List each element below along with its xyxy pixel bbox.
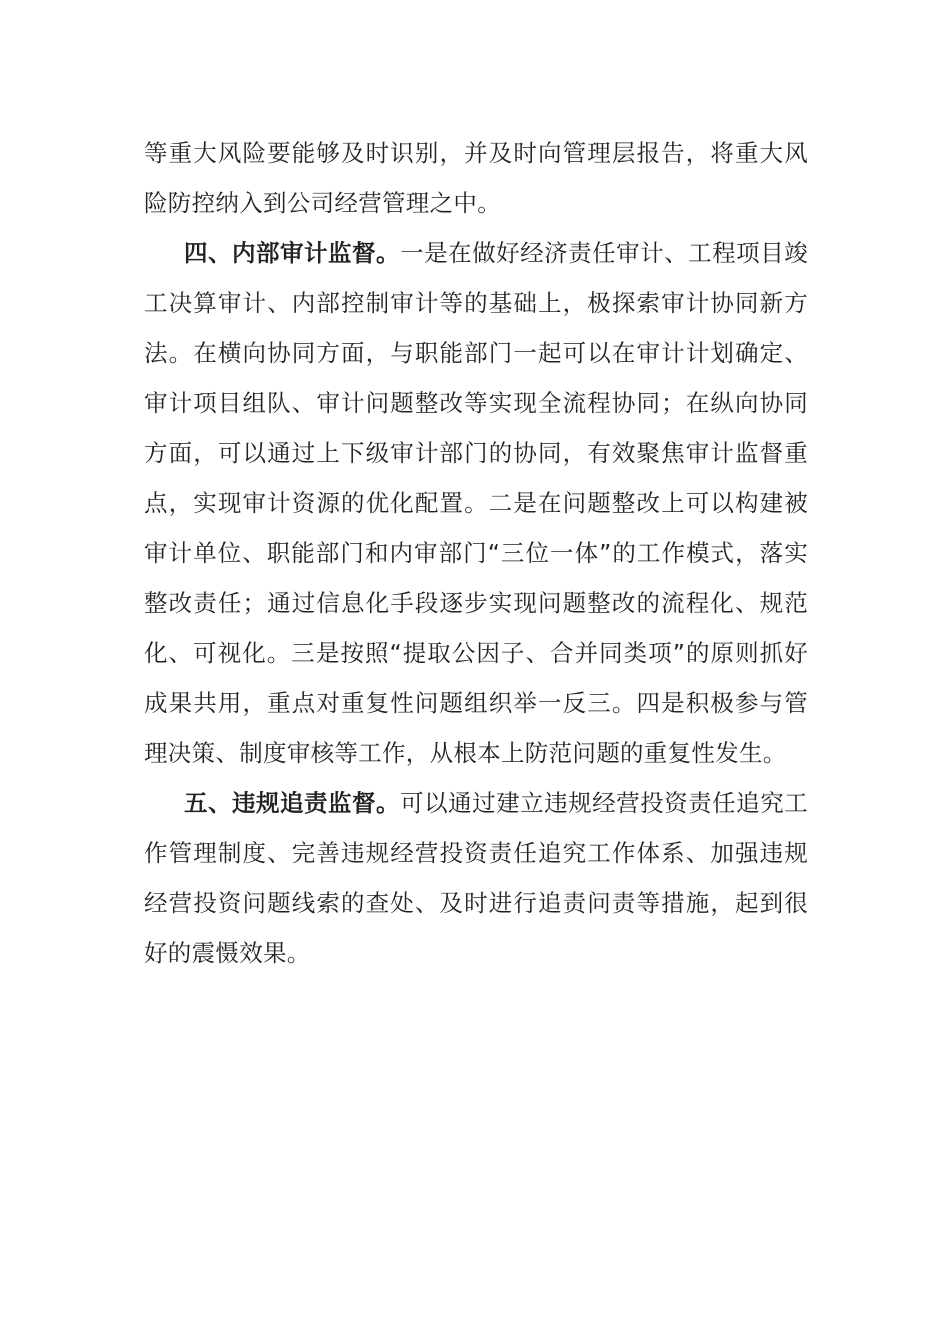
paragraph-body: 等重大风险要能够及时识别，并及时向管理层报告，将重大风险防控纳入到公司经营管理之中。: [144, 139, 808, 217]
section-heading: 五、违规追责监督。: [184, 789, 401, 817]
paragraph-body: 一是在做好经济责任审计、工程项目竣工决算审计、内部控制审计等的基础上，极探索审计协同新方法。在横向协同方面，与职能部门一起可以在审计计划确定、审计项目组队、审计问题整改等实现全流程协同；在纵向协同方面，可以通过上下级审计部门的协同，有效聚焦审计监督重点，实现审计资源的优化配置。二是在问题整改上可以构建被审计单位、职能部门和内审部门“三位一体”的工作模式，落实整改责任；通过信息化手段逐步实现问题整改的流程化、规范化、可视化。三是按照“提取公因子、合并同类项”的原则抓好成果共用，重点对重复性问题组织举一反三。四是积极参与管理决策、制度审核等工作，从根本上防范问题的重复性发生。: [144, 239, 808, 767]
paragraph-internal-audit: [144, 228, 808, 778]
paragraph-continuation: [144, 128, 808, 228]
document-body: [144, 128, 808, 978]
section-heading: 四、内部审计监督。: [184, 239, 401, 267]
paragraph-accountability: [144, 778, 808, 978]
paragraph-body: 可以通过建立违规经营投资责任追究工作管理制度、完善违规经营投资责任追究工作体系、加强违规经营投资问题线索的查处、及时进行追责问责等措施，起到很好的震慑效果。: [144, 789, 808, 967]
